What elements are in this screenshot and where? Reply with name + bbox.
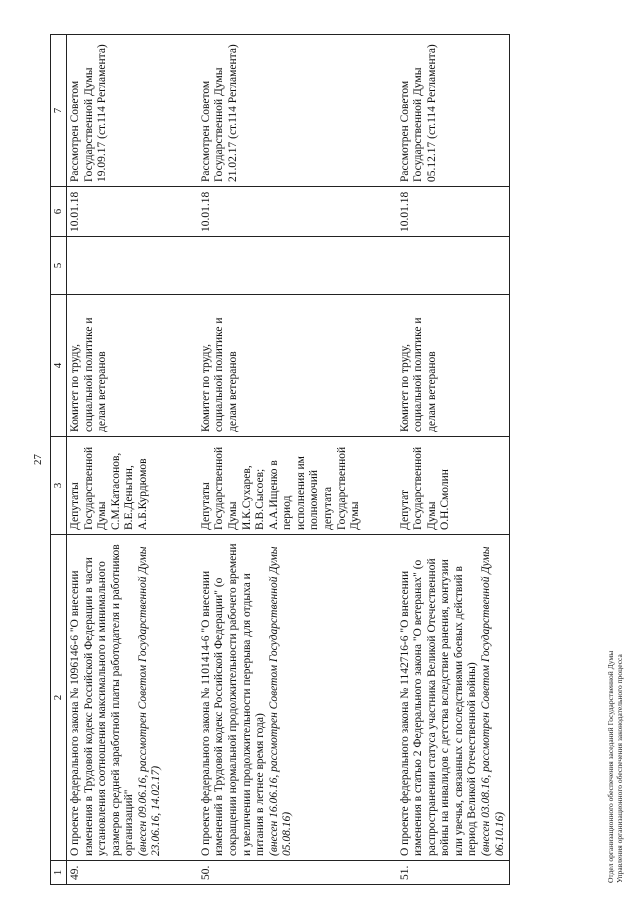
bill-authors: Депутат Государственной Думы О.Н.Смолин xyxy=(397,437,510,535)
column-header: 2 xyxy=(51,535,67,861)
status-cell: Рассмотрен Советом Государственной Думы 21.02.17 (ст.114 Регламента) xyxy=(198,35,365,187)
column-header: 4 xyxy=(51,295,67,437)
bill-authors: Депутаты Государственной Думы И.К.Сухарев, В.В.Сысоев; А.А.Ищенко в период исполнения им полномочий депутата Государственной Думы xyxy=(198,437,365,535)
bill-description xyxy=(66,535,165,861)
row-spacer xyxy=(166,35,198,885)
column-header: 1 xyxy=(51,861,67,885)
column-header: 7 xyxy=(51,35,67,187)
responsible-committee: Комитет по труду, социальной политике и делам ветеранов xyxy=(66,295,165,437)
bills-table xyxy=(50,34,510,885)
table-row xyxy=(397,35,510,885)
date-cell: 10.01.18 xyxy=(198,187,365,237)
bill-authors: Депутаты Государственной Думы С.М.Катасонов, В.Е.Деньгин, А.Б.Курдюмов xyxy=(66,437,165,535)
row-number: 49. xyxy=(66,861,165,885)
footer-line: Отдел организационного обеспечения заседаний Государственной Думы xyxy=(606,650,615,883)
column-5-cell xyxy=(397,237,510,295)
responsible-committee: Комитет по труду, социальной политике и делам ветеранов xyxy=(397,295,510,437)
column-header: 6 xyxy=(51,187,67,237)
footer-line: Управления организационного обеспечения законодательного процесса xyxy=(615,654,624,883)
bill-note: (внесен 09.06.16, рассмотрен Советом Государственной Думы 23.06.16, 14.02.17) xyxy=(136,546,163,856)
row-number: 51. xyxy=(397,861,510,885)
table-row xyxy=(66,35,165,885)
bill-title: О проекте федерального закона № 1101414-6 "О внесении изменений в Трудовой кодекс Российской Федерации" (о сокращении нормальной продолжительности рабочего времени и увеличении продолжительности перерыва для отдыха и питания в летнее время года) xyxy=(199,543,267,856)
bill-title: О проекте федерального закона № 1142716-6 "О внесении изменения в статью 2 Федерального закона "О ветеранах" (о распространении статуса участника Великой Отечественной войны на инвалидов с детства вследствие ранения, контузии или увечья, связанных с последствиями боевых действий в период Великой Отечественной войны) xyxy=(398,558,479,856)
responsible-committee: Комитет по труду, социальной политике и делам ветеранов xyxy=(198,295,365,437)
column-header: 3 xyxy=(51,437,67,535)
date-cell: 10.01.18 xyxy=(66,187,165,237)
column-5-cell xyxy=(198,237,365,295)
bill-title: О проекте федерального закона № 1096146-6 "О внесении изменения в Трудовой кодекс Российской Федерации в части установления соотношения максимального и минимального размеров средней заработной платы работодателя и работников организаций" xyxy=(68,544,136,856)
page-number: 27 xyxy=(32,454,44,465)
table-row xyxy=(198,35,365,885)
bill-note: (внесен 03.08.16, рассмотрен Советом Государственной Думы 06.10.16) xyxy=(480,546,506,856)
bill-description xyxy=(397,535,510,861)
column-5-cell xyxy=(66,237,165,295)
row-spacer xyxy=(365,35,397,885)
status-cell: Рассмотрен Советом Государственной Думы 19.09.17 (ст.114 Регламента) xyxy=(66,35,165,187)
bill-note: (внесен 16.06.16, рассмотрен Советом Государственной Думы 05.08.16) xyxy=(267,546,294,856)
date-cell: 10.01.18 xyxy=(397,187,510,237)
bill-description xyxy=(198,535,365,861)
column-header: 5 xyxy=(51,237,67,295)
page-footer xyxy=(606,651,624,883)
row-number: 50. xyxy=(198,861,365,885)
table-header-row xyxy=(51,35,67,885)
status-cell: Рассмотрен Советом Государственной Думы 05.12.17 (ст.114 Регламента) xyxy=(397,35,510,187)
